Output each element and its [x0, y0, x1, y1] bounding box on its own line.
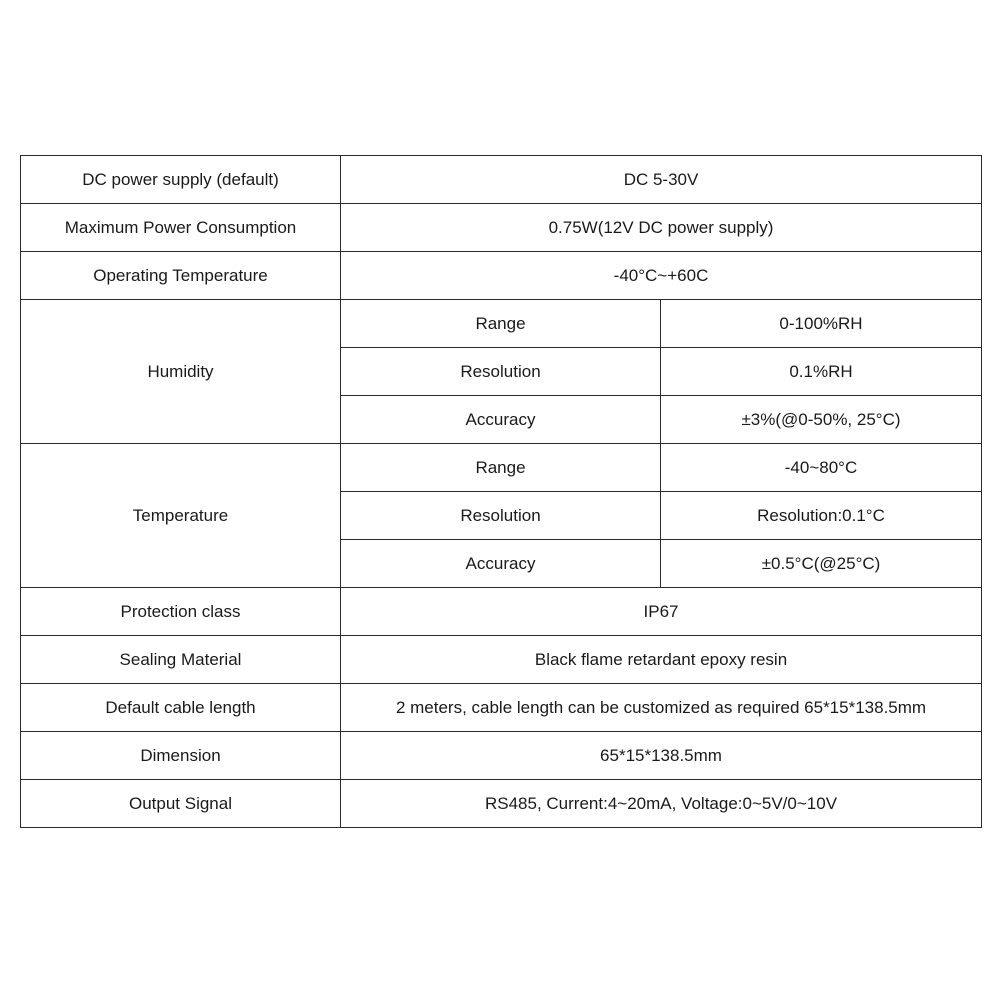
row-dc-power-supply — [21, 156, 982, 204]
temperature-range-label: Range — [341, 444, 661, 492]
row-max-power — [21, 204, 982, 252]
row-protection-class — [21, 588, 982, 636]
cable-label: Default cable length — [21, 684, 341, 732]
humidity-resolution-value: 0.1%RH — [661, 348, 982, 396]
row-humidity-range — [21, 300, 982, 348]
row-dimension — [21, 732, 982, 780]
row-output-signal — [21, 780, 982, 828]
operating-temp-label: Operating Temperature — [21, 252, 341, 300]
dimension-value: 65*15*138.5mm — [341, 732, 982, 780]
humidity-label: Humidity — [21, 300, 341, 444]
row-temperature-range — [21, 444, 982, 492]
sealing-value: Black flame retardant epoxy resin — [341, 636, 982, 684]
max-power-label: Maximum Power Consumption — [21, 204, 341, 252]
sealing-label: Sealing Material — [21, 636, 341, 684]
output-label: Output Signal — [21, 780, 341, 828]
temperature-label: Temperature — [21, 444, 341, 588]
dimension-label: Dimension — [21, 732, 341, 780]
row-default-cable-length — [21, 684, 982, 732]
temperature-resolution-value: Resolution:0.1°C — [661, 492, 982, 540]
operating-temp-value: -40°C~+60C — [341, 252, 982, 300]
temperature-resolution-label: Resolution — [341, 492, 661, 540]
humidity-accuracy-label: Accuracy — [341, 396, 661, 444]
row-operating-temperature — [21, 252, 982, 300]
output-value: RS485, Current:4~20mA, Voltage:0~5V/0~10V — [341, 780, 982, 828]
temperature-range-value: -40~80°C — [661, 444, 982, 492]
temperature-accuracy-label: Accuracy — [341, 540, 661, 588]
humidity-range-value: 0-100%RH — [661, 300, 982, 348]
dc-power-label: DC power supply (default) — [21, 156, 341, 204]
max-power-value: 0.75W(12V DC power supply) — [341, 204, 982, 252]
cable-value: 2 meters, cable length can be customized as required 65*15*138.5mm — [341, 684, 982, 732]
temperature-accuracy-value: ±0.5°C(@25°C) — [661, 540, 982, 588]
spec-table — [20, 155, 982, 828]
protection-label: Protection class — [21, 588, 341, 636]
protection-value: IP67 — [341, 588, 982, 636]
dc-power-value: DC 5-30V — [341, 156, 982, 204]
row-sealing-material — [21, 636, 982, 684]
humidity-range-label: Range — [341, 300, 661, 348]
humidity-accuracy-value: ±3%(@0-50%, 25°C) — [661, 396, 982, 444]
humidity-resolution-label: Resolution — [341, 348, 661, 396]
